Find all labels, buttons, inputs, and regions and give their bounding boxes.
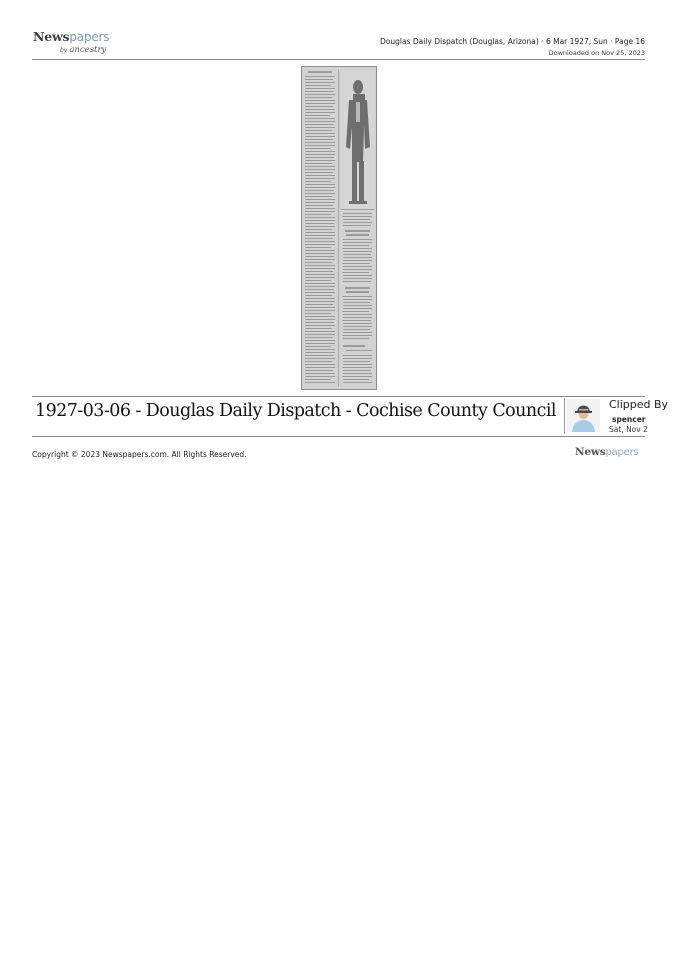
footer-logo-papers-text: papers xyxy=(605,447,639,458)
newspapers-logo[interactable] xyxy=(33,30,123,56)
clipped-by-label: Clipped By xyxy=(609,398,669,411)
caption-vertical-divider xyxy=(564,398,565,434)
caption-bottom-divider xyxy=(32,436,645,437)
logo-papers-text: papers xyxy=(69,30,110,44)
publication-info: Douglas Daily Dispatch (Douglas, Arizona) · 6 Mar 1927, Sun · Page 16 xyxy=(380,37,645,46)
clipper-username[interactable]: spencer xyxy=(612,415,646,424)
clipping-caption xyxy=(32,396,669,436)
copyright-notice: Copyright © 2023 Newspapers.com. All Rights Reserved. xyxy=(32,450,247,459)
ancestry-logo: ancestry xyxy=(69,45,107,55)
clipping-scan-graphic xyxy=(302,67,376,389)
logo-news-text: News xyxy=(33,29,70,44)
clipper-info xyxy=(609,396,669,436)
download-date: Downloaded on Nov 25, 2023 xyxy=(548,49,645,57)
avatar-icon xyxy=(567,399,600,432)
footer-logo-news-text: News xyxy=(575,446,606,458)
logo-wordmark xyxy=(33,30,109,44)
logo-by-text: by xyxy=(60,47,68,54)
clipping-title: 1927-03-06 - Douglas Daily Dispatch - Cochise County Council xyxy=(35,401,556,421)
clipped-date: Sat, Nov 2 xyxy=(609,425,648,434)
footer-logo-wordmark xyxy=(575,446,639,458)
header-divider xyxy=(32,59,645,60)
footer-newspapers-logo[interactable] xyxy=(575,446,645,462)
user-avatar[interactable] xyxy=(567,399,600,432)
newspaper-clipping-image xyxy=(301,66,377,390)
logo-byline xyxy=(60,45,106,55)
